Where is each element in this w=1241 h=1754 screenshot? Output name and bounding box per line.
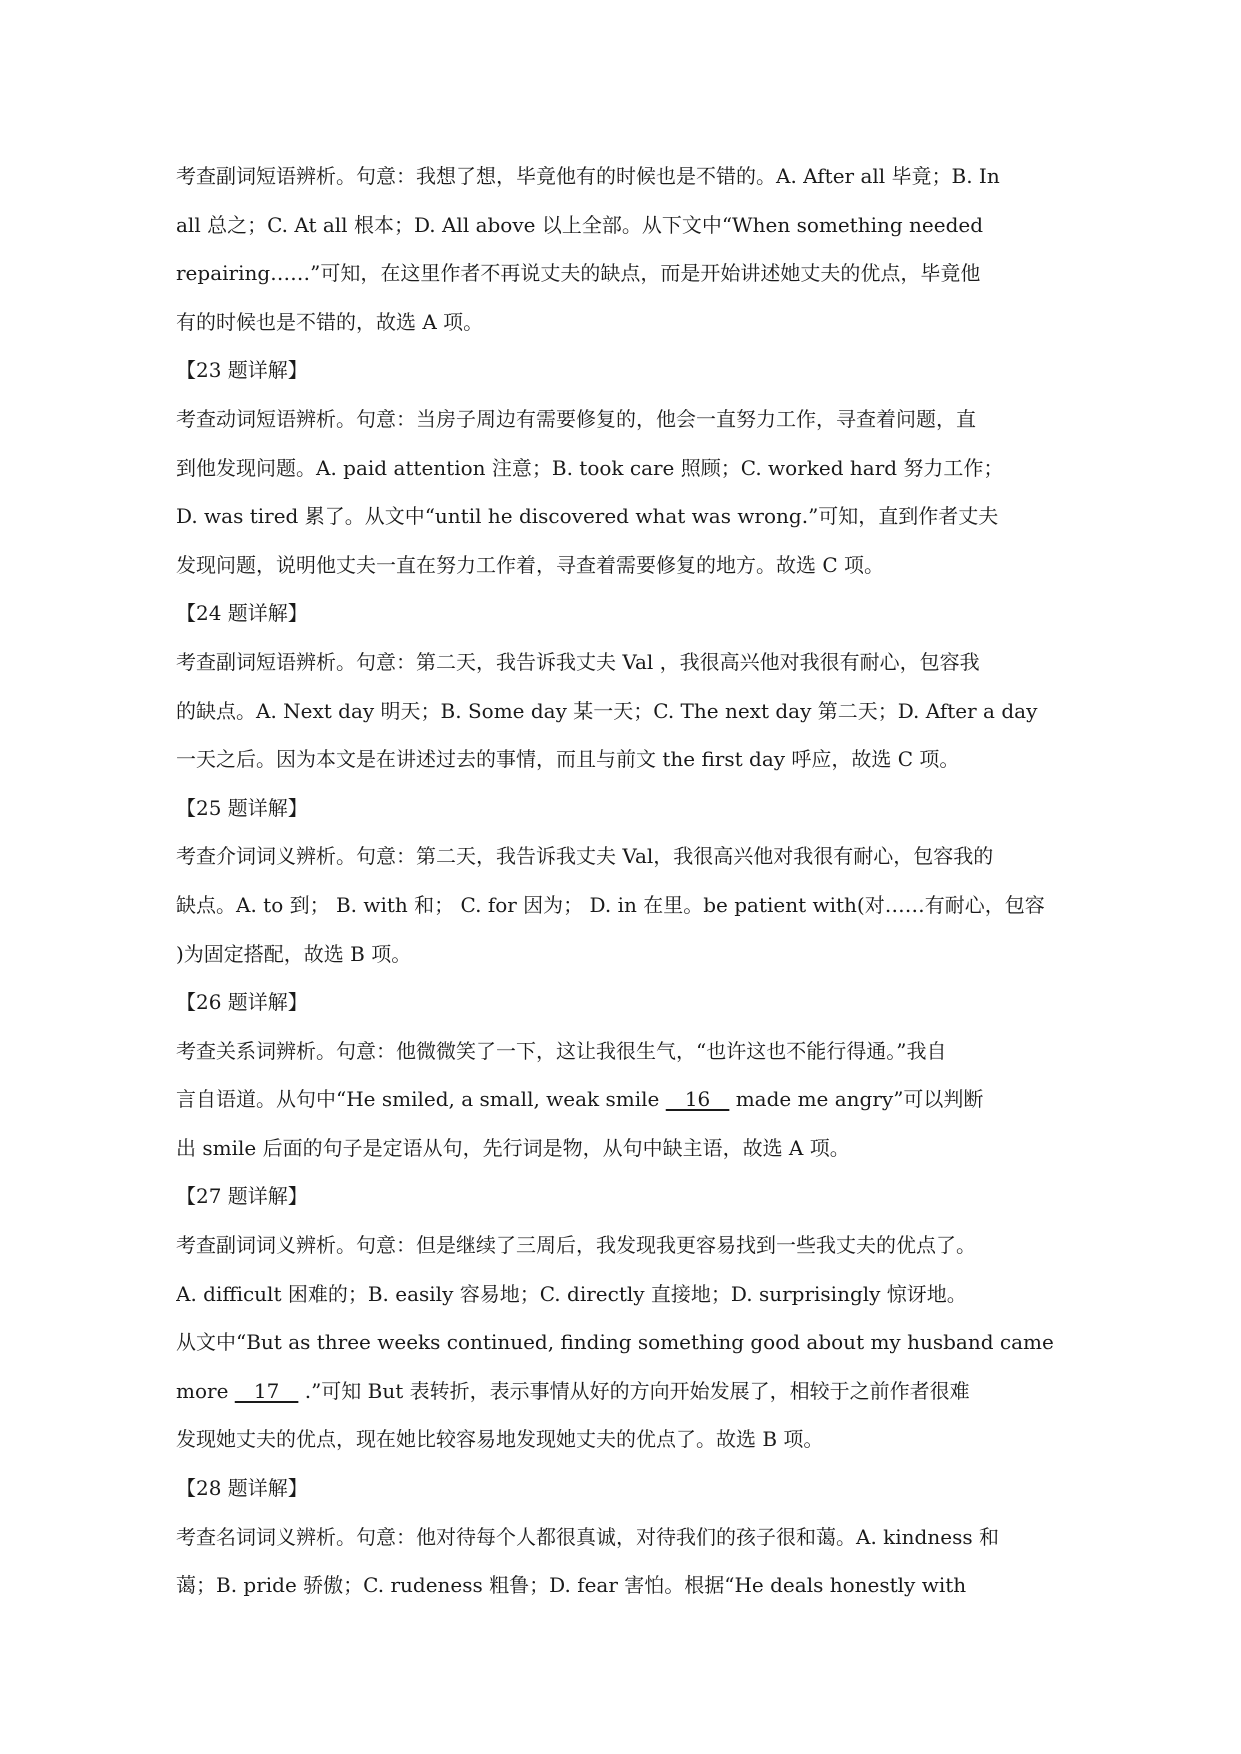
paragraph-line: 考查介词词义辨析。句意：第二天，我告诉我丈夫 Val，我很高兴他对我很有耐心，包容我的	[176, 844, 994, 869]
paragraph-line	[176, 1367, 1080, 1416]
paragraph-line: repairing……”可知，在这里作者不再说丈夫的缺点，而是开始讲述她丈夫的优点，毕竟他	[176, 261, 981, 286]
paragraph-line: 出 smile 后面的句子是定语从句，先行词是物，从句中缺主语，故选 A 项。	[176, 1135, 850, 1160]
paragraph-line: 一天之后。因为本文是在讲述过去的事情，而且与前文 the first day 呼应，故选 C 项。	[176, 747, 960, 772]
paragraph-line: 考查副词短语辨析。句意：第二天，我告诉我丈夫 Val ，我很高兴他对我很有耐心，包容我	[176, 649, 980, 674]
paragraph-line: 考查关系词辨析。句意：他微微笑了一下，这让我很生气，“也许这也不能行得通。”我自	[176, 1038, 947, 1063]
paragraph-line: 缺点。A. to 到； B. with 和； C. for 因为； D. in 在里。be patient with(对……有耐心，包容	[176, 892, 1045, 917]
section-heading: 【26 题详解】	[176, 990, 308, 1015]
section-heading: 【27 题详解】	[176, 1184, 308, 1209]
document-page	[176, 152, 1080, 1610]
section-heading: 【23 题详解】	[176, 358, 308, 383]
answer-blank: 16	[665, 1087, 730, 1112]
section-heading: 【28 题详解】	[176, 1476, 308, 1501]
paragraph-line: all 总之；C. At all 根本；D. All above 以上全部。从下文中“When something needed	[176, 212, 984, 237]
paragraph-line: 从文中“But as three weeks continued, finding something good about my husband came	[176, 1330, 1054, 1355]
paragraph-line: 发现问题，说明他丈夫一直在努力工作着，寻查着需要修复的地方。故选 C 项。	[176, 552, 885, 577]
paragraph-line	[176, 1075, 1080, 1124]
answer-blank: 17	[234, 1378, 299, 1403]
paragraph-line: 发现她丈夫的优点，现在她比较容易地发现她丈夫的优点了。故选 B 项。	[176, 1427, 824, 1452]
paragraph-line: 考查副词短语辨析。句意：我想了想，毕竟他有的时候也是不错的。A. After all 毕竟；B. In	[176, 164, 1000, 188]
paragraph-line: 考查名词词义辨析。句意：他对待每个人都很真诚，对待我们的孩子很和蔼。A. kindness 和	[176, 1524, 999, 1549]
paragraph-line: A. difficult 困难的；B. easily 容易地；C. directly 直接地；D. surprisingly 惊讶地。	[176, 1281, 967, 1306]
line-text: 言自语道。从句中“He smiled, a small, weak smile	[176, 1087, 666, 1112]
paragraph-line: 蔼；B. pride 骄傲；C. rudeness 粗鲁；D. fear 害怕。根据“He deals honestly with	[176, 1573, 967, 1598]
paragraph-line: D. was tired 累了。从文中“until he discovered what was wrong.”可知，直到作者丈夫	[176, 504, 999, 529]
paragraph-line: 考查副词词义辨析。句意：但是继续了三周后，我发现我更容易找到一些我丈夫的优点了。	[176, 1233, 976, 1258]
paragraph-line: 有的时候也是不错的，故选 A 项。	[176, 309, 484, 334]
line-text: made me angry”可以判断	[729, 1087, 984, 1112]
paragraph-line: 的缺点。A. Next day 明天；B. Some day 某一天；C. The next day 第二天；D. After a day	[176, 698, 1038, 723]
paragraph-line: 到他发现问题。A. paid attention 注意；B. took care 照顾；C. worked hard 努力工作；	[176, 455, 1004, 480]
section-heading: 【24 题详解】	[176, 601, 308, 626]
paragraph-line: 考查动词短语辨析。句意：当房子周边有需要修复的，他会一直努力工作，寻查着问题，直	[176, 406, 976, 431]
line-text: .”可知 But 表转折，表示事情从好的方向开始发展了，相较于之前作者很难	[298, 1378, 970, 1403]
paragraph-line: )为固定搭配，故选 B 项。	[176, 941, 412, 966]
section-heading: 【25 题详解】	[176, 795, 308, 820]
line-text: more	[176, 1378, 235, 1403]
